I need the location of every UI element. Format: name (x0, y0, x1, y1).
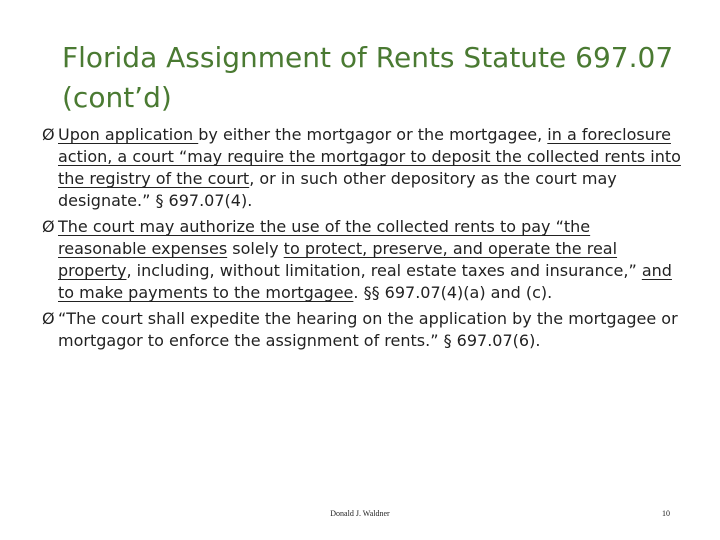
slide-title (62, 38, 682, 118)
slide-title-line-1: Florida Assignment of Rents Statute 697.07 (62, 41, 674, 74)
bullet-1-text: by either the mortgagor or the mortgagee, (198, 125, 548, 144)
bullet-1-underlined-text: in a foreclosure action, a court “may require the mortgagor to deposit the collected rents into the registry of the court (58, 125, 681, 188)
footer-author: Donald J. Waldner (330, 509, 390, 518)
bullet-1-text: , or in such other depository as the court may designate.” § 697.07(4). (58, 169, 617, 210)
bullet-expedite-hearing (42, 308, 682, 352)
slide-title-line-2: (cont’d) (62, 81, 172, 114)
arrow-bullet-icon: Ø (42, 125, 55, 144)
arrow-bullet-icon: Ø (42, 217, 55, 236)
arrow-bullet-icon: Ø (42, 309, 55, 328)
bullet-1-underlined-text: Upon application (58, 125, 199, 144)
bullet-2-text: solely (227, 239, 284, 258)
bullet-2-text: . §§ 697.07(4)(a) and (c). (353, 283, 553, 302)
bullet-application (42, 124, 682, 212)
bullet-2-underlined-text: and to make payments to the mortgagee (58, 261, 672, 302)
bullet-3-text: “The court shall expedite the hearing on the application by the mortgagee or mortgagor to enforce the assignment of rents.” § 697.07(6). (58, 309, 678, 350)
page-number: 10 (662, 509, 670, 518)
bullet-2-underlined-text: The court may authorize the use of the collected rents to pay “the reasonable expenses (58, 217, 591, 258)
bullet-use-of-rents (42, 216, 682, 304)
bullet-2-text: , including, without limitation, real estate taxes and insurance,” (126, 261, 642, 280)
bullet-2-underlined-text: to protect, preserve, and operate the real property (58, 239, 618, 280)
bullet-list (42, 124, 682, 356)
